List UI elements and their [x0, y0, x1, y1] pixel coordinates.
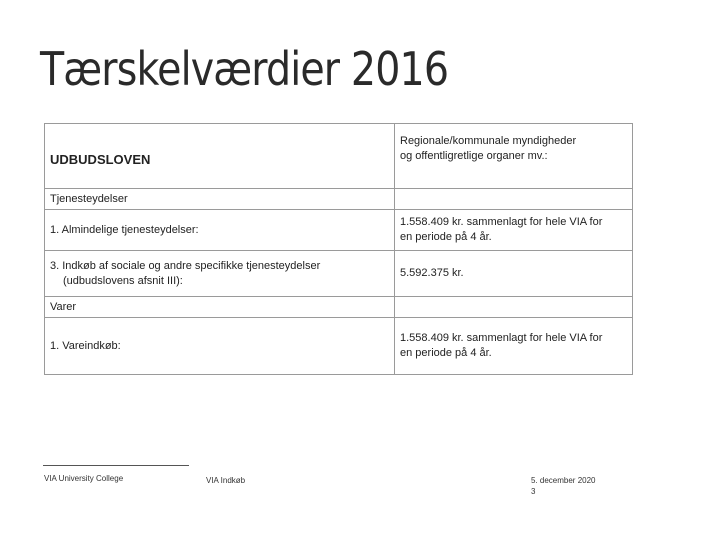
- section-label-goods: Varer: [45, 297, 395, 318]
- row-value-line1: 1.558.409 kr. sammenlagt for hele VIA for: [400, 216, 603, 228]
- row-value-line1: 1.558.409 kr. sammenlagt for hele VIA for: [400, 332, 603, 344]
- header-cell-law: UDBUDSLOVEN: [45, 124, 395, 189]
- thresholds-table: [44, 123, 633, 375]
- header-cell-authorities: [395, 124, 633, 189]
- table-header-row: [45, 124, 633, 189]
- footer-divider: [43, 465, 189, 466]
- row-value-general-services: [395, 210, 633, 251]
- row-value-social-services: 5.592.375 kr.: [395, 251, 633, 297]
- footer-date: 5. december 2020: [531, 476, 596, 485]
- row-label-line2: (udbudslovens afsnit III):: [63, 274, 183, 287]
- footer-page-number: 3: [531, 487, 536, 496]
- row-value-line2: en periode på 4 år.: [400, 347, 492, 359]
- section-empty-cell: [395, 189, 633, 210]
- slide-title: Tærskelværdier 2016: [40, 42, 449, 96]
- header-authorities-line1: Regionale/kommunale myndigheder: [400, 135, 577, 147]
- section-row-goods: [45, 297, 633, 318]
- row-value-goods-purchase: [395, 318, 633, 375]
- section-row-services: [45, 189, 633, 210]
- table-row: [45, 318, 633, 375]
- row-label-general-services: 1. Almindelige tjenesteydelser:: [45, 210, 395, 251]
- footer-center: VIA Indkøb: [206, 476, 246, 485]
- table-row: [45, 210, 633, 251]
- section-empty-cell: [395, 297, 633, 318]
- footer-org: VIA University College: [44, 474, 124, 483]
- row-label-line1: 3. Indkøb af sociale og andre specifikke tjenesteydelser: [50, 259, 321, 272]
- header-authorities-line2: og offentligretlige organer mv.:: [400, 150, 548, 162]
- table-row: [45, 251, 633, 297]
- row-value-line2: en periode på 4 år.: [400, 231, 492, 243]
- row-label-goods-purchase: 1. Vareindkøb:: [45, 318, 395, 375]
- row-label-social-services: [45, 251, 395, 297]
- section-label-services: Tjenesteydelser: [45, 189, 395, 210]
